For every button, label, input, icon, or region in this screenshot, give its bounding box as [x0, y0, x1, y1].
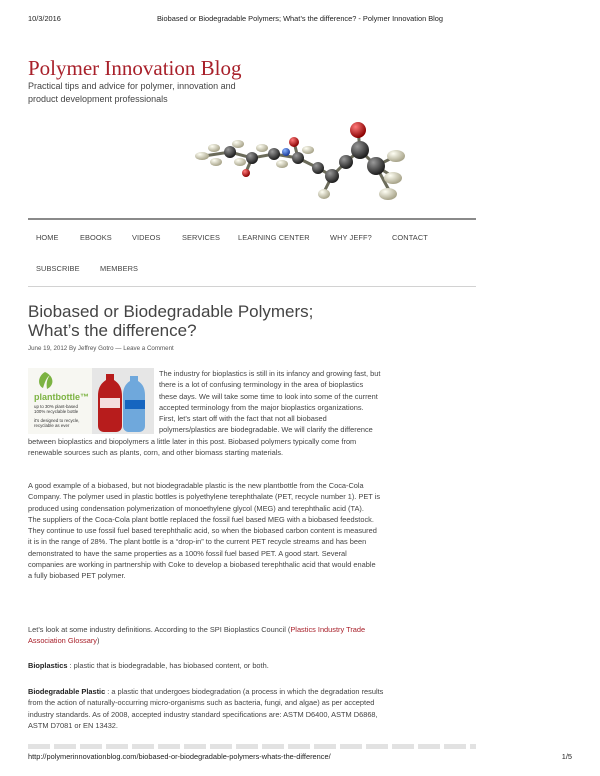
print-page-title: Biobased or Biodegradable Polymers; What’s the difference? - Polymer Innovation Blog — [156, 14, 444, 23]
definitions-intro-paragraph — [28, 624, 476, 647]
nav-subscribe[interactable]: SUBSCRIBE — [36, 264, 80, 273]
nav-why-jeff[interactable]: WHY JEFF? — [330, 233, 372, 242]
text-line: ASTM D7081 or EN 13432. — [28, 720, 118, 730]
closing-paren: ) — [97, 636, 100, 646]
text-line: a fully biobased PET polymer. — [28, 571, 126, 581]
post-by: By — [67, 345, 78, 352]
print-date: 10/3/2016 — [28, 14, 61, 23]
text-line — [28, 624, 476, 635]
nav-contact[interactable]: CONTACT — [392, 233, 428, 242]
post-author: Jeffrey Gotro — [77, 345, 114, 352]
plantbottle-caption-line: recyclable as ever — [34, 423, 70, 428]
plantbottle-caption-line: up to 30% plant-based — [34, 404, 78, 409]
plantbottle-caption-line: 100% recyclable bottle — [34, 409, 79, 414]
print-page-number: 1/5 — [561, 752, 572, 761]
text-line — [28, 635, 476, 646]
nav-members[interactable]: MEMBERS — [100, 264, 139, 273]
text-line: polymers/plastics are biodegradable. We will clarify the difference — [159, 425, 373, 435]
nav-services[interactable]: SERVICES — [182, 233, 221, 242]
text-line: these days. We will take some time to look into some of the current — [159, 391, 378, 401]
leave-comment-link[interactable]: Leave a Comment — [123, 345, 174, 352]
spi-glossary-link-continued[interactable]: Association Glossary — [28, 636, 98, 646]
main-navigation — [28, 218, 476, 286]
definition-text: : plastic that is biodegradable, has biobased content, or both. — [67, 661, 269, 670]
clipped-text-line — [28, 744, 476, 749]
print-url: http://polymerinnovationblog.com/biobased-or-biodegradable-polymers-whats-the-difference/ — [28, 752, 331, 761]
text-line: demonstrated to have the same properties as a 100% fossil fuel based PET. A good start. Several — [28, 548, 347, 558]
text-line: renewable sources such as plants, corn, and other biomass starting materials. — [28, 448, 284, 458]
term-biodegradable-plastic: Biodegradable Plastic — [28, 687, 106, 696]
print-header — [28, 14, 572, 26]
post-title-line: What’s the difference? — [28, 321, 197, 340]
plantbottle-paragraph — [28, 480, 476, 582]
text-line — [28, 686, 476, 697]
print-footer — [28, 752, 572, 764]
text-line: Company. The polymer used in plastic bottles is polyethylene terephthalate (PET, recycle number 1). PET is — [28, 492, 381, 502]
molecule-logo — [190, 118, 410, 208]
site-title-link[interactable]: Polymer Innovation Blog — [28, 56, 242, 80]
text-line: there is a lot of confusing terminology in the area of bioplastics — [159, 380, 364, 390]
nav-bottom-divider — [28, 286, 476, 287]
nav-videos[interactable]: VIDEOS — [132, 233, 161, 242]
text-line: First, let’s start off with the fact that not all biobased — [159, 414, 327, 424]
site-tagline — [28, 80, 278, 106]
nav-home[interactable]: HOME — [36, 233, 59, 242]
nav-learning-center[interactable]: LEARNING CENTER — [238, 233, 310, 242]
text-line: The industry for bioplastics is still in its infancy and growing fast, but — [159, 369, 381, 378]
definition-bioplastics — [28, 660, 476, 671]
intro-paragraph-wrapped — [159, 368, 479, 436]
definition-biodegradable-plastic — [28, 686, 476, 731]
post-date: June 19, 2012 — [28, 345, 68, 352]
tagline-line: product development professionals — [28, 94, 168, 104]
text-line: it is in the range of 28%. The plant bottle is a “drop-in” to the current PET recycle streams and has been — [28, 537, 367, 547]
text-line: industry standards. As of 2008, accepted industry standard specifications are: ASTM D6400, ASTM D6868, — [28, 709, 378, 719]
text-line: The suppliers of the Coca-Cola plant bottle replaced the fossil fuel based MEG with a biobased feedstock. — [28, 514, 374, 524]
text-line: companies are working in partnership with Coke to develop a biobased terephthalic acid that would enable — [28, 560, 376, 570]
plantbottle-caption — [34, 404, 94, 428]
text-line: from the action of naturally-occurring micro-organisms such as bacteria, fungi, and algae) as per accepted — [28, 698, 375, 708]
text-line: produced using condensation polymerization of monoethylene glycol (MEG) and terephthalic acid (TA). — [28, 503, 364, 513]
plantbottle-brand: plantbottle™ — [34, 392, 89, 402]
term-bioplastics: Bioplastics — [28, 661, 68, 670]
text-line: A good example of a biobased, but not biodegradable plastic is the new plantbottle from the Coca-Cola — [28, 481, 364, 490]
post-title-line: Biobased or Biodegradable Polymers; — [28, 302, 314, 321]
intro-paragraph-full — [28, 436, 476, 459]
definitions-intro-text: Let’s look at some industry definitions. According to the SPI Bioplastics Council ( — [28, 625, 291, 634]
plantbottle-caption-line: it's designed to recycle, — [34, 418, 80, 423]
text-line: accepted terminology from the major bioplastics organizations. — [159, 402, 364, 412]
definition-text: : a plastic that undergoes biodegradation (a process in which the degradation results — [105, 687, 384, 696]
text-line: between bioplastics and biopolymers a little later in this post. Biobased polymers typically come from — [28, 437, 357, 446]
spi-glossary-link[interactable]: Plastics Industry Trade — [290, 625, 366, 634]
post-title — [28, 302, 468, 340]
meta-separator: — — [113, 345, 124, 352]
tagline-line: Practical tips and advice for polymer, innovation and — [28, 81, 236, 91]
molecule-atoms — [195, 122, 405, 200]
nav-ebooks[interactable]: EBOOKS — [80, 233, 112, 242]
text-line: They continue to use fossil fuel based terephthalic acid, so when the biobased carbon content is measured — [28, 526, 377, 536]
text-line — [28, 660, 476, 671]
post-meta — [28, 345, 174, 352]
plantbottle-image — [28, 368, 154, 434]
